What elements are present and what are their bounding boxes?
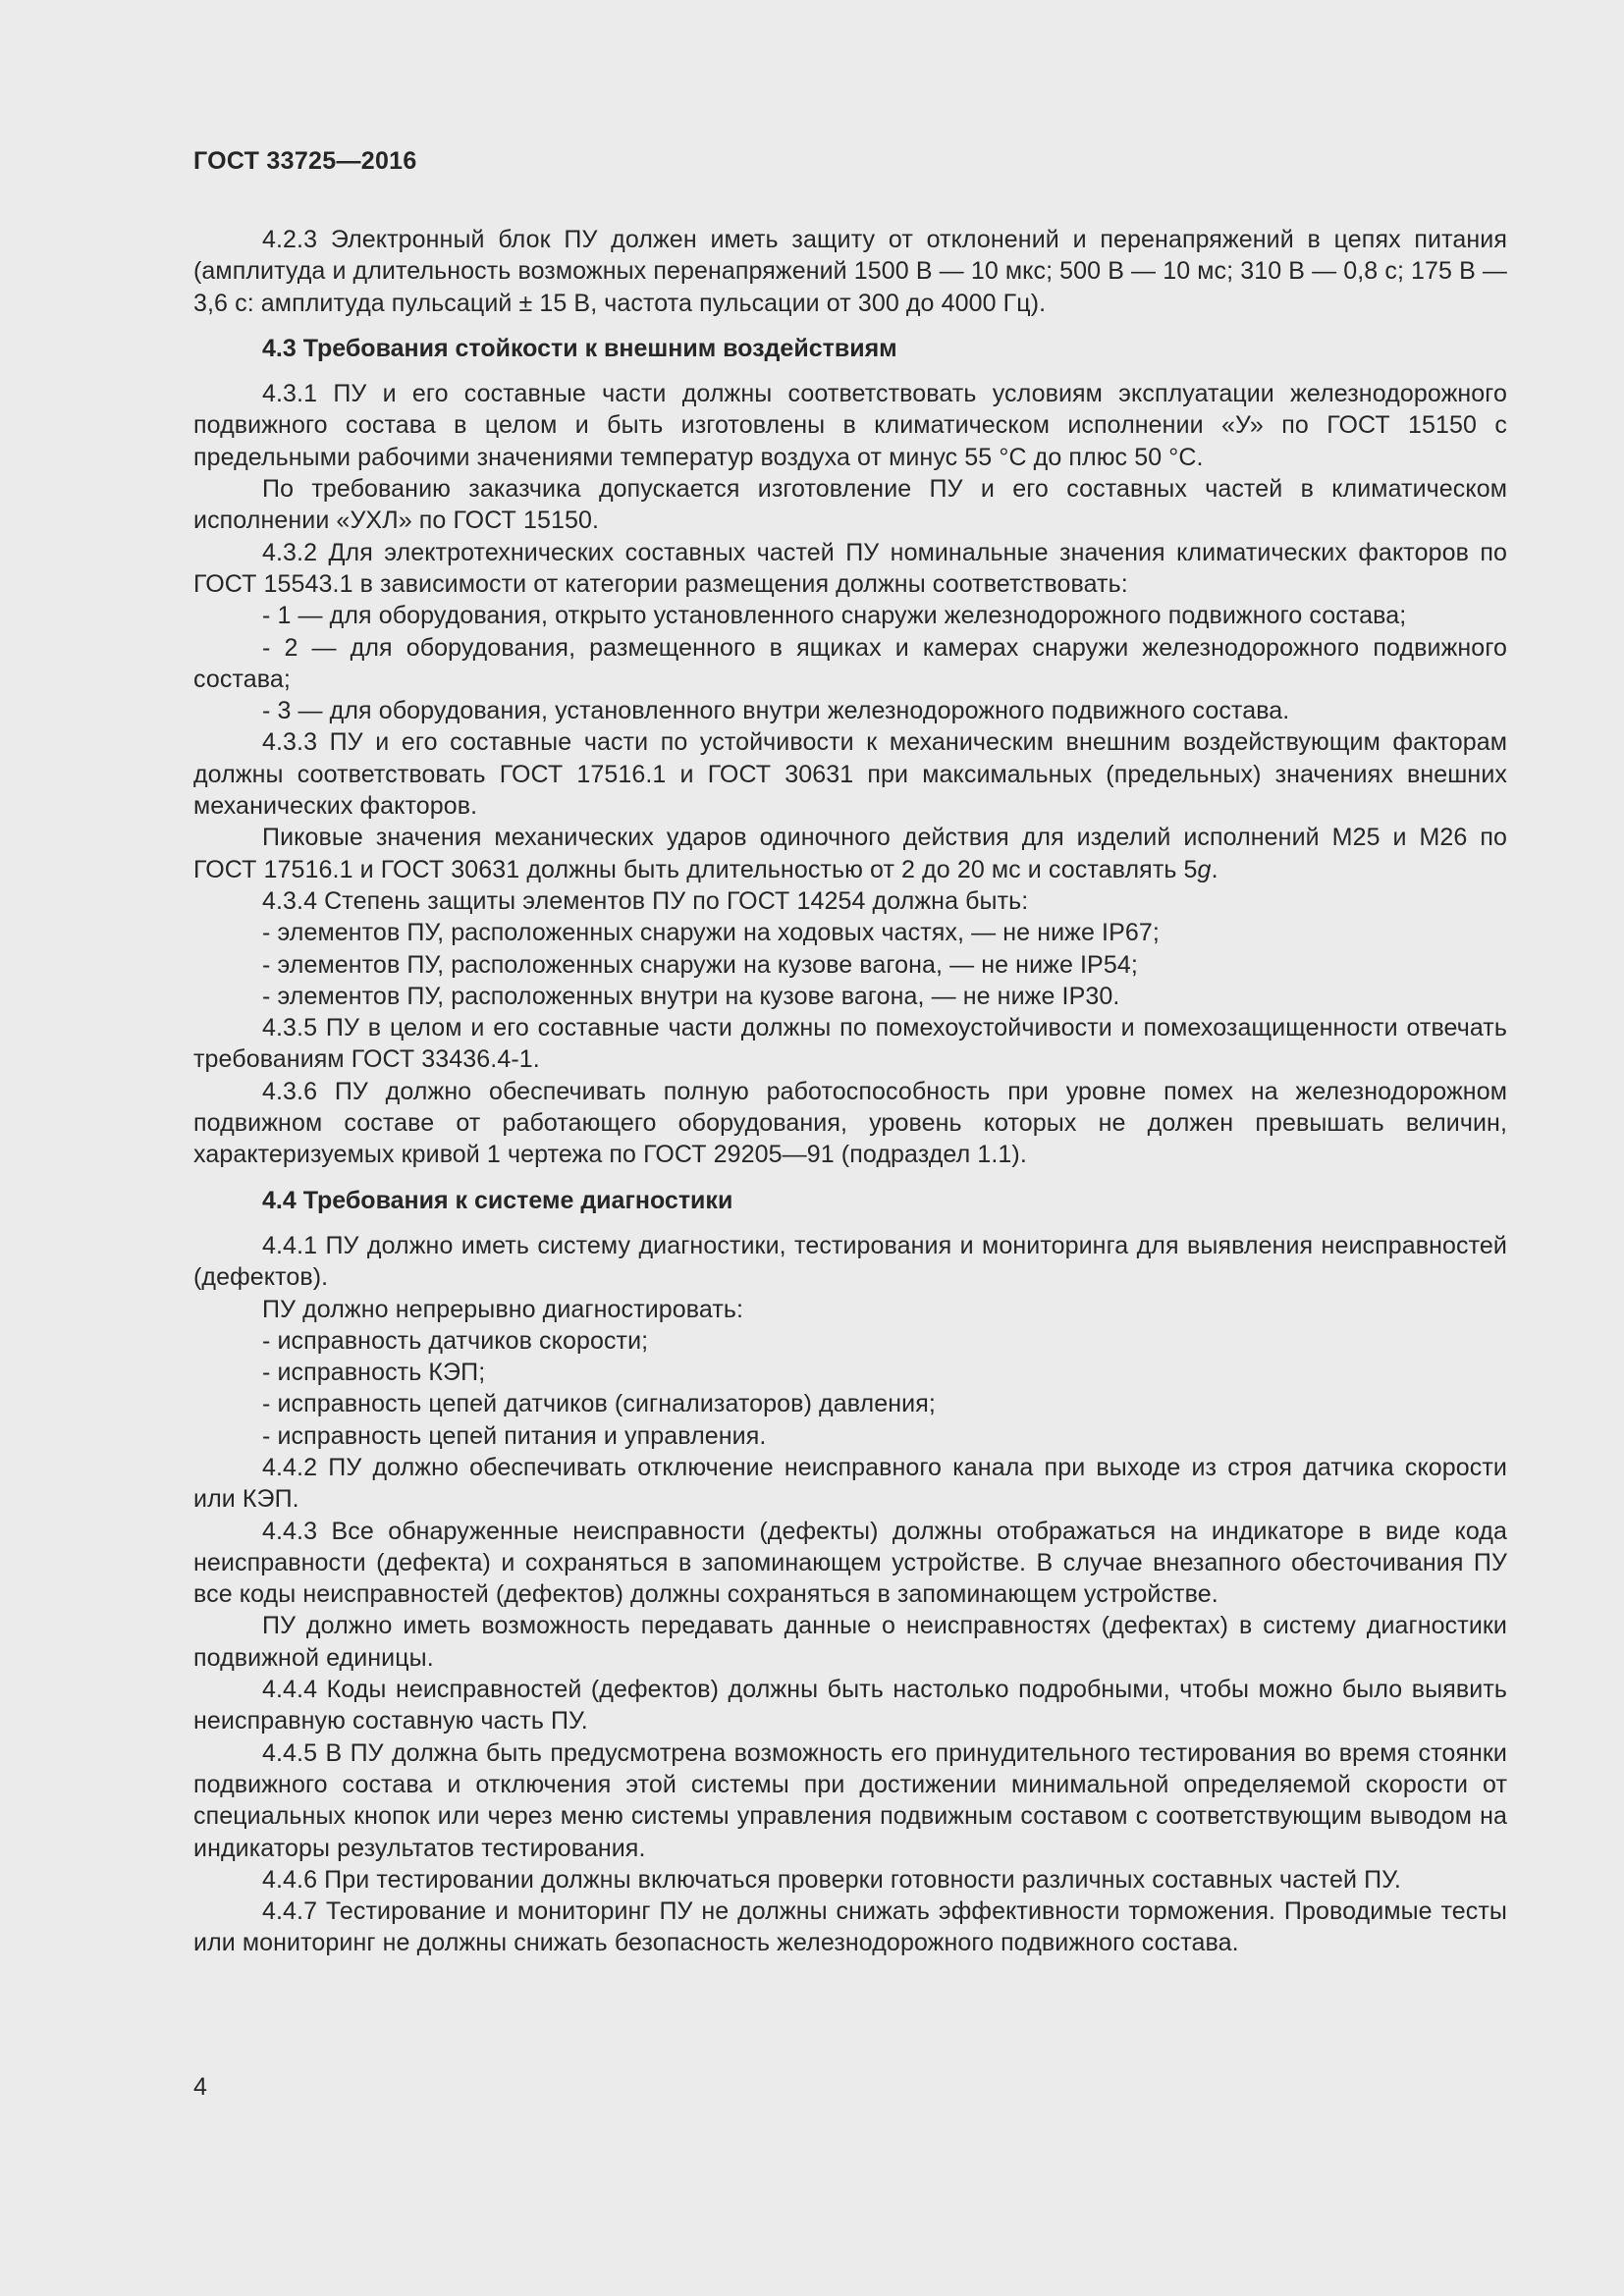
paragraph-4-3-4: 4.3.4 Степень защиты элементов ПУ по ГОСТ 14254 должна быть: [262,886,1029,915]
list-item: - исправность датчиков скорости; [262,1326,649,1355]
document-header: ГОСТ 33725—2016 [193,147,417,175]
paragraph-4-3-6: 4.3.6 ПУ должно обеспечивать полную работоспособность при уровне помех на железнодорожном подвижном составе от работающего оборудования, уровень которых не должен превышать величин, характеризуемых кривой 1 чертежа по ГОСТ 29205—91 (подраздел 1.1). [193,1077,1507,1169]
section-heading-4-3: 4.3 Требования стойкости к внешним воздействиям [262,334,897,362]
list-item: - 2 — для оборудования, размещенного в ящиках и камерах снаружи железнодорожного подвижного состава; [193,633,1507,693]
paragraph-4-4-6: 4.4.6 При тестировании должны включаться проверки готовности различных составных частей ПУ. [262,1865,1401,1894]
list-item: - элементов ПУ, расположенных внутри на кузове вагона, — не ниже IP30. [262,982,1120,1010]
page-number: 4 [193,2073,207,2101]
list-item: - исправность КЭП; [262,1359,486,1387]
paragraph-4-2-3: 4.2.3 Электронный блок ПУ должен иметь защиту от отклонений и перенапряжений в цепях питания (амплитуда и длительность возможных перенапряжений 1500 В — 10 мкс; 500 В — 10 мс; 310 В — 0,8 с; 175 В — 3,6 с: амплитуда пульсаций ± 15 В, частота пульсации от 300 до 4000 Гц). [193,226,1508,317]
paragraph-4-4-3: 4.4.3 Все обнаруженные неисправности (дефекты) должны отображаться на индикаторе в виде кода неисправности (дефекта) и сохраняться в запоминающем устройстве. В случае внезапного обесточивания ПУ все коды неисправностей (дефектов) должны сохраняться в запоминающем устройстве. [193,1517,1507,1609]
g-unit-symbol: g [1197,855,1212,883]
paragraph-4-3-1: 4.3.1 ПУ и его составные части должны соответствовать условиям эксплуатации железнодорожного подвижного состава в целом и быть изготовлены в климатическом исполнении «У» по ГОСТ 15150 с предельными рабочими значениями температур воздуха от минус 55 °С до плюс 50 °С. [193,380,1507,471]
document-body [193,224,1507,1959]
list-item: - исправность цепей питания и управления. [262,1421,767,1450]
paragraph-4-4-3-b: ПУ должно иметь возможность передавать данные о неисправностях (дефектах) в систему диагностики подвижной единицы. [193,1612,1507,1672]
list-item: - исправность цепей датчиков (сигнализаторов) давления; [262,1390,936,1418]
paragraph-4-4-4: 4.4.4 Коды неисправностей (дефектов) должны быть настолько подробными, чтобы можно было выявить неисправную составную часть ПУ. [193,1676,1507,1735]
paragraph-4-3-5: 4.3.5 ПУ в целом и его составные части должны по помехоустойчивости и помехозащищенности отвечать требованиям ГОСТ 33436.4-1. [193,1014,1507,1074]
paragraph-4-4-7: 4.4.7 Тестирование и мониторинг ПУ не должны снижать эффективности торможения. Проводимые тесты или мониторинг не должны снижать безопасность железнодорожного подвижного состава. [193,1897,1507,1957]
list-item: - 3 — для оборудования, установленного внутри железнодорожного подвижного состава. [262,697,1290,725]
paragraph-4-3-3-b-text: Пиковые значения механических ударов одиночного действия для изделий исполнений М25 и М26 по ГОСТ 17516.1 и ГОСТ 30631 должны быть длительностью от 2 до 20 мс и составлять 5 [193,824,1507,883]
list-item: - элементов ПУ, расположенных снаружи на ходовых частях, — не ниже IP67; [262,919,1160,947]
section-heading-4-4: 4.4 Требования к системе диагностики [262,1186,733,1214]
paragraph-4-4-2: 4.4.2 ПУ должно обеспечивать отключение неисправного канала при выходе из строя датчика скорости или КЭП. [193,1453,1507,1514]
paragraph-4-4-1-b: ПУ должно непрерывно диагностировать: [262,1295,744,1323]
paragraph-4-3-3: 4.3.3 ПУ и его составные части по устойчивости к механическим внешним воздействующим факторам должны соответствовать ГОСТ 17516.1 и ГОСТ 30631 при максимальных (предельных) значениях внешних механических факторов. [193,728,1507,821]
list-item: - 1 — для оборудования, открыто установленного снаружи железнодорожного подвижного состава; [262,602,1407,630]
list-item: - элементов ПУ, расположенных снаружи на кузове вагона, — не ниже IP54; [262,950,1138,979]
paragraph-4-3-2: 4.3.2 Для электротехнических составных частей ПУ номинальные значения климатических факторов по ГОСТ 15543.1 в зависимости от категории размещения должны соответствовать: [193,538,1507,598]
paragraph-4-4-1: 4.4.1 ПУ должно иметь систему диагностики, тестирования и мониторинга для выявления неисправностей (дефектов). [193,1231,1507,1292]
paragraph-4-3-3-b [193,822,1507,885]
paragraph-4-3-1-b: По требованию заказчика допускается изготовление ПУ и его составных частей в климатическом исполнении «УХЛ» по ГОСТ 15150. [193,475,1507,535]
paragraph-4-3-3-b-end: . [1211,855,1218,883]
paragraph-4-4-5: 4.4.5 В ПУ должна быть предусмотрена возможность его принудительного тестирования во время стоянки подвижного состава и отключения этой системы при достижении минимальной определяемой скорости от специальных кнопок или через меню системы управления подвижным составом с соответствующим выводом на индикаторы результатов тестирования. [193,1738,1507,1862]
